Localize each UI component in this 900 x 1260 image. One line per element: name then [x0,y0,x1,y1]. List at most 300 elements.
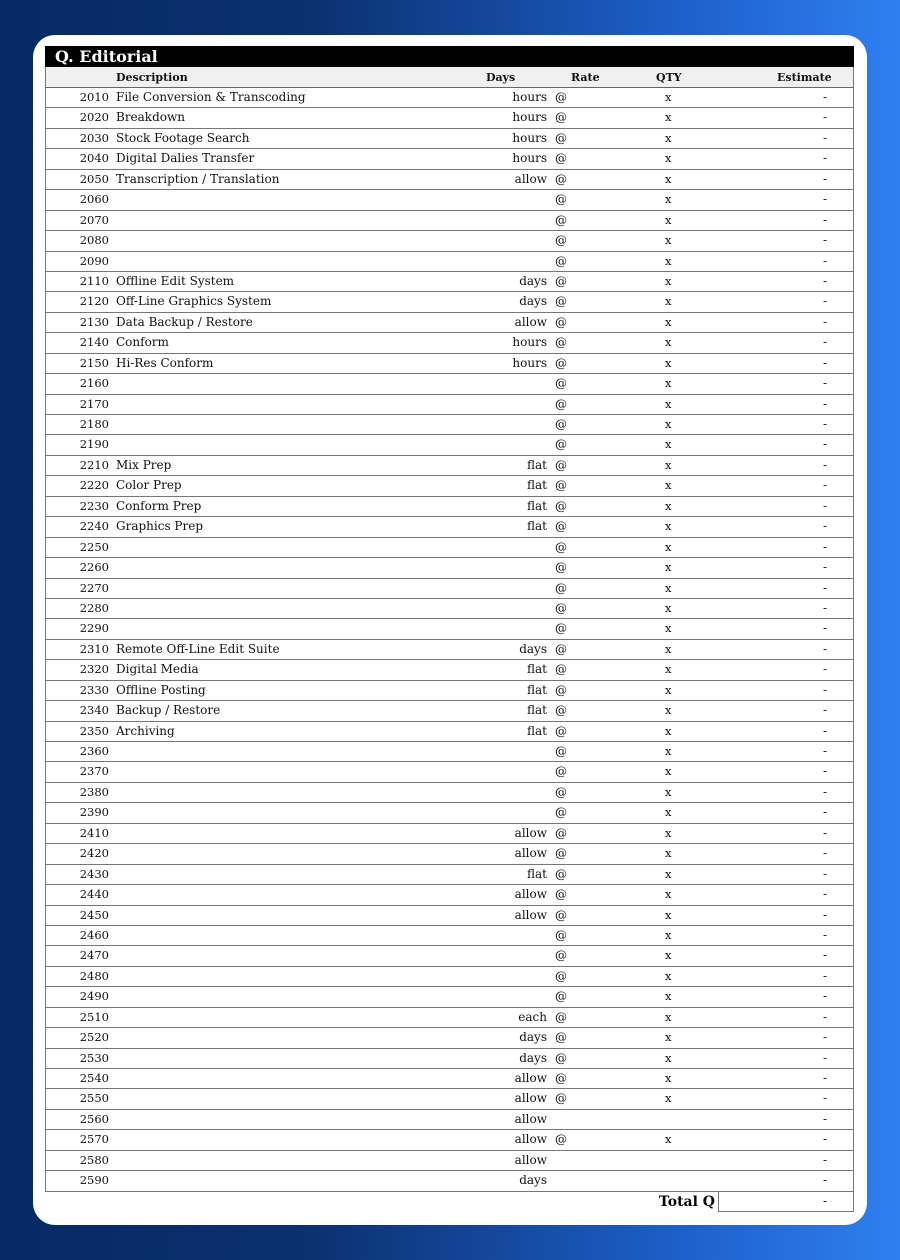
rate-at-cell[interactable]: @ [555,171,567,186]
qty-cell[interactable]: x [665,1091,672,1106]
qty-cell[interactable]: x [665,1071,672,1085]
estimate-cell[interactable]: - [823,130,828,145]
rate-at-cell[interactable]: @ [555,212,567,227]
days-unit-cell[interactable]: flat [527,498,547,513]
estimate-cell[interactable]: - [823,273,828,288]
qty-cell[interactable]: x [665,805,672,820]
table-row[interactable] [45,476,854,496]
table-row[interactable] [45,762,854,782]
rate-at-cell[interactable]: @ [555,703,567,718]
description-cell[interactable]: File Conversion & Transcoding [116,90,306,104]
rate-at-cell[interactable]: @ [555,151,567,166]
rate-at-cell[interactable]: @ [555,110,567,125]
rate-at-cell[interactable]: @ [555,580,567,595]
qty-cell[interactable]: x [665,744,672,758]
qty-cell[interactable]: x [665,253,672,268]
description-cell[interactable]: Graphics Prep [116,519,204,534]
days-unit-cell[interactable]: flat [527,519,547,534]
days-unit-cell[interactable]: flat [527,682,547,697]
qty-cell[interactable]: x [665,764,672,779]
rate-at-cell[interactable]: @ [555,335,567,350]
rate-at-cell[interactable]: @ [555,887,567,902]
days-unit-cell[interactable]: days [519,1030,547,1045]
table-row[interactable] [45,865,854,885]
estimate-cell[interactable]: - [823,968,828,983]
account-code: 2250 [79,539,109,554]
estimate-cell[interactable]: - [823,784,828,799]
estimate-cell[interactable]: - [823,335,828,350]
table-row[interactable] [45,946,854,966]
days-unit-cell[interactable]: hours [512,90,547,104]
account-code: 2070 [79,212,109,227]
qty-cell[interactable]: x [665,294,672,309]
rate-at-cell[interactable]: @ [555,662,567,677]
estimate-cell[interactable]: - [823,478,828,493]
days-unit-cell[interactable]: flat [527,723,547,738]
estimate-cell[interactable]: - [823,1030,828,1045]
account-code: 2150 [79,355,109,370]
days-unit-cell[interactable]: hours [512,355,547,370]
estimate-cell[interactable]: - [823,866,828,881]
estimate-cell[interactable]: - [823,314,828,329]
section-title: Q. Editorial [45,46,854,67]
qty-cell[interactable]: x [665,376,672,391]
qty-cell[interactable]: x [665,314,672,329]
rate-at-cell[interactable]: @ [555,396,567,411]
table-row[interactable] [45,108,854,128]
table-row[interactable] [45,497,854,517]
estimate-cell[interactable]: - [823,498,828,513]
rate-at-cell[interactable]: @ [555,744,567,758]
table-row[interactable] [45,395,854,415]
days-unit-cell[interactable]: flat [527,866,547,881]
rate-at-cell[interactable]: @ [555,621,567,636]
qty-cell[interactable]: x [665,723,672,738]
table-row[interactable] [45,742,854,762]
qty-cell[interactable]: x [665,907,672,922]
description-cell[interactable]: Conform Prep [116,498,202,513]
table-row[interactable] [45,88,854,108]
table-row[interactable] [45,1130,854,1150]
account-code: 2280 [79,600,109,615]
rate-at-cell[interactable]: @ [555,355,567,370]
estimate-cell[interactable]: - [823,560,828,575]
account-code: 2390 [79,805,109,820]
qty-cell[interactable]: x [665,989,672,1004]
days-unit-cell[interactable]: allow [514,1091,547,1106]
estimate-cell[interactable]: - [823,151,828,166]
days-unit-cell[interactable]: allow [514,1111,547,1126]
days-unit-cell[interactable]: days [519,641,547,656]
estimate-cell[interactable]: - [823,600,828,615]
estimate-cell[interactable]: - [823,253,828,268]
rate-at-cell[interactable]: @ [555,314,567,329]
table-row[interactable] [45,415,854,435]
days-unit-cell[interactable]: each [518,1009,547,1024]
days-unit-cell[interactable]: hours [512,130,547,145]
account-code: 2370 [79,764,109,779]
table-row[interactable] [45,1028,854,1048]
description-cell[interactable]: Digital Dalies Transfer [116,151,255,166]
table-row[interactable] [45,231,854,251]
estimate-cell[interactable]: - [823,989,828,1004]
qty-cell[interactable]: x [665,171,672,186]
account-code: 2180 [79,417,109,431]
estimate-cell[interactable]: - [823,355,828,370]
table-row[interactable] [45,190,854,210]
estimate-cell[interactable]: - [823,1071,828,1085]
account-code: 2360 [79,744,109,758]
days-unit-cell[interactable]: hours [512,335,547,350]
column-header-row [45,67,854,88]
qty-cell[interactable]: x [665,478,672,493]
rate-at-cell[interactable]: @ [555,90,567,104]
table-row[interactable] [45,579,854,599]
qty-cell[interactable]: x [665,968,672,983]
estimate-cell[interactable]: - [823,171,828,186]
table-row[interactable] [45,722,854,742]
table-row[interactable] [45,456,854,476]
account-code: 2580 [79,1152,109,1167]
qty-cell[interactable]: x [665,600,672,615]
qty-cell[interactable]: x [665,519,672,534]
table-row[interactable] [45,170,854,190]
qty-cell[interactable]: x [665,355,672,370]
rate-at-cell[interactable]: @ [555,1050,567,1065]
rate-at-cell[interactable]: @ [555,764,567,779]
table-row[interactable] [45,292,854,312]
estimate-cell[interactable]: - [823,662,828,677]
qty-cell[interactable]: x [665,192,672,207]
estimate-cell[interactable]: - [823,417,828,431]
days-unit-cell[interactable]: allow [514,907,547,922]
qty-cell[interactable]: x [665,887,672,902]
table-row[interactable] [45,333,854,353]
qty-cell[interactable]: x [665,1132,672,1147]
qty-cell[interactable]: x [665,539,672,554]
estimate-cell[interactable]: - [823,682,828,697]
table-row[interactable] [45,885,854,905]
estimate-cell[interactable]: - [823,90,828,104]
qty-cell[interactable]: x [665,846,672,861]
days-unit-cell[interactable]: hours [512,151,547,166]
qty-cell[interactable]: x [665,212,672,227]
days-unit-cell[interactable]: days [519,294,547,309]
qty-cell[interactable]: x [665,580,672,595]
table-row[interactable] [45,558,854,578]
table-row[interactable] [45,906,854,926]
description-cell[interactable]: Conform [116,335,169,350]
rate-at-cell[interactable]: @ [555,560,567,575]
rate-at-cell[interactable]: @ [555,948,567,963]
qty-cell[interactable]: x [665,948,672,963]
rate-at-cell[interactable]: @ [555,294,567,309]
qty-cell[interactable]: x [665,662,672,677]
total-value: - [823,1193,828,1208]
days-unit-cell[interactable]: flat [527,662,547,677]
table-row[interactable] [45,1110,854,1130]
total-cell[interactable] [718,1192,854,1212]
days-unit-cell[interactable]: allow [514,1152,547,1167]
estimate-cell[interactable]: - [823,927,828,942]
description-cell[interactable]: Archiving [116,723,175,738]
estimate-cell[interactable]: - [823,233,828,248]
days-unit-cell[interactable]: hours [512,110,547,125]
account-code: 2380 [79,784,109,799]
rate-at-cell[interactable]: @ [555,1091,567,1106]
account-code: 2230 [79,498,109,513]
table-row[interactable] [45,967,854,987]
description-cell[interactable]: Data Backup / Restore [116,314,253,329]
estimate-cell[interactable]: - [823,846,828,861]
estimate-cell[interactable]: - [823,1173,828,1188]
account-code: 2240 [79,519,109,534]
account-code: 2520 [79,1030,109,1045]
account-code: 2140 [79,335,109,350]
estimate-cell[interactable]: - [823,192,828,207]
table-row[interactable] [45,844,854,864]
account-code: 2450 [79,907,109,922]
rate-at-cell[interactable]: @ [555,273,567,288]
days-unit-cell[interactable]: flat [527,703,547,718]
days-unit-cell[interactable]: days [519,273,547,288]
qty-cell[interactable]: x [665,866,672,881]
rate-at-cell[interactable]: @ [555,498,567,513]
estimate-cell[interactable]: - [823,396,828,411]
estimate-cell[interactable]: - [823,580,828,595]
rate-at-cell[interactable]: @ [555,457,567,472]
estimate-cell[interactable]: - [823,1091,828,1106]
description-cell[interactable]: Mix Prep [116,457,172,472]
qty-cell[interactable]: x [665,784,672,799]
rate-at-cell[interactable]: @ [555,600,567,615]
qty-cell[interactable]: x [665,110,672,125]
table-row[interactable] [45,660,854,680]
estimate-cell[interactable]: - [823,723,828,738]
table-row[interactable] [45,1049,854,1069]
table-row[interactable] [45,1008,854,1028]
account-code: 2130 [79,314,109,329]
account-code: 2160 [79,376,109,391]
account-code: 2310 [79,641,109,656]
account-code: 2220 [79,478,109,493]
table-row[interactable] [45,701,854,721]
rate-at-cell[interactable]: @ [555,927,567,942]
qty-cell[interactable]: x [665,498,672,513]
days-unit-cell[interactable]: days [519,1173,547,1188]
account-code: 2030 [79,130,109,145]
days-unit-cell[interactable]: flat [527,478,547,493]
rate-at-cell[interactable]: @ [555,825,567,840]
qty-cell[interactable]: x [665,621,672,636]
description-cell[interactable]: Backup / Restore [116,703,221,718]
account-code: 2060 [79,192,109,207]
estimate-cell[interactable]: - [823,805,828,820]
qty-cell[interactable]: x [665,641,672,656]
table-row[interactable] [45,354,854,374]
rate-at-cell[interactable]: @ [555,192,567,207]
estimate-cell[interactable]: - [823,887,828,902]
qty-cell[interactable]: x [665,703,672,718]
days-unit-cell[interactable]: allow [514,887,547,902]
qty-cell[interactable]: x [665,1009,672,1024]
estimate-cell[interactable]: - [823,294,828,309]
qty-cell[interactable]: x [665,90,672,104]
table-row[interactable] [45,1089,854,1109]
account-code: 2590 [79,1173,109,1188]
rate-at-cell[interactable]: @ [555,1071,567,1085]
estimate-cell[interactable]: - [823,1152,828,1167]
table-row[interactable] [45,374,854,394]
estimate-cell[interactable]: - [823,212,828,227]
qty-cell[interactable]: x [665,1030,672,1045]
qty-cell[interactable]: x [665,457,672,472]
qty-cell[interactable]: x [665,273,672,288]
estimate-cell[interactable]: - [823,621,828,636]
qty-cell[interactable]: x [665,825,672,840]
qty-cell[interactable]: x [665,682,672,697]
rate-at-cell[interactable]: @ [555,539,567,554]
qty-cell[interactable]: x [665,1050,672,1065]
table-row[interactable] [45,599,854,619]
estimate-cell[interactable]: - [823,376,828,391]
account-code: 2170 [79,396,109,411]
table-row[interactable] [45,824,854,844]
table-row[interactable] [45,252,854,272]
rate-at-cell[interactable]: @ [555,437,567,452]
rate-at-cell[interactable]: @ [555,784,567,799]
account-code: 2330 [79,682,109,697]
account-code: 2460 [79,927,109,942]
description-cell[interactable]: Off-Line Graphics System [116,294,272,309]
qty-cell[interactable]: x [665,927,672,942]
description-cell[interactable]: Offline Posting [116,682,206,697]
estimate-cell[interactable]: - [823,457,828,472]
description-cell[interactable]: Digital Media [116,662,199,677]
estimate-cell[interactable]: - [823,1050,828,1065]
rate-at-cell[interactable]: @ [555,253,567,268]
table-row[interactable] [45,1069,854,1089]
header-days: Days [486,71,516,84]
rate-at-cell[interactable]: @ [555,233,567,248]
days-unit-cell[interactable]: flat [527,457,547,472]
description-cell[interactable]: Stock Footage Search [116,130,250,145]
qty-cell[interactable]: x [665,335,672,350]
table-row[interactable] [45,538,854,558]
estimate-cell[interactable]: - [823,744,828,758]
account-code: 2020 [79,110,109,125]
estimate-cell[interactable]: - [823,1111,828,1126]
table-row[interactable] [45,313,854,333]
rate-at-cell[interactable]: @ [555,723,567,738]
days-unit-cell[interactable]: allow [514,825,547,840]
rate-at-cell[interactable]: @ [555,478,567,493]
description-cell[interactable]: Breakdown [116,110,185,125]
account-code: 2010 [79,90,109,104]
qty-cell[interactable]: x [665,233,672,248]
estimate-cell[interactable]: - [823,1009,828,1024]
estimate-cell[interactable]: - [823,764,828,779]
description-cell[interactable]: Transcription / Translation [116,171,280,186]
rate-at-cell[interactable]: @ [555,682,567,697]
table-row[interactable] [45,926,854,946]
estimate-cell[interactable]: - [823,539,828,554]
description-cell[interactable]: Remote Off-Line Edit Suite [116,641,280,656]
days-unit-cell[interactable]: allow [514,314,547,329]
rate-at-cell[interactable]: @ [555,417,567,431]
rate-at-cell[interactable]: @ [555,968,567,983]
rate-at-cell[interactable]: @ [555,1132,567,1147]
account-code: 2430 [79,866,109,881]
table-row[interactable] [45,129,854,149]
account-code: 2340 [79,703,109,718]
days-unit-cell[interactable]: allow [514,1071,547,1085]
rate-at-cell[interactable]: @ [555,907,567,922]
account-code: 2490 [79,989,109,1004]
estimate-cell[interactable]: - [823,948,828,963]
table-row[interactable] [45,681,854,701]
estimate-cell[interactable]: - [823,703,828,718]
table-row[interactable] [45,211,854,231]
estimate-cell[interactable]: - [823,519,828,534]
rate-at-cell[interactable]: @ [555,130,567,145]
table-row[interactable] [45,987,854,1007]
estimate-cell[interactable]: - [823,825,828,840]
table-row[interactable] [45,803,854,823]
rate-at-cell[interactable]: @ [555,641,567,656]
estimate-cell[interactable]: - [823,437,828,452]
rate-at-cell[interactable]: @ [555,1009,567,1024]
estimate-cell[interactable]: - [823,641,828,656]
table-row[interactable] [45,272,854,292]
qty-cell[interactable]: x [665,437,672,452]
qty-cell[interactable]: x [665,151,672,166]
rate-at-cell[interactable]: @ [555,866,567,881]
account-code: 2540 [79,1071,109,1085]
days-unit-cell[interactable]: allow [514,846,547,861]
account-code: 2190 [79,437,109,452]
days-unit-cell[interactable]: days [519,1050,547,1065]
table-row[interactable] [45,640,854,660]
qty-cell[interactable]: x [665,560,672,575]
qty-cell[interactable]: x [665,396,672,411]
rate-at-cell[interactable]: @ [555,846,567,861]
description-cell[interactable]: Hi-Res Conform [116,355,214,370]
days-unit-cell[interactable]: allow [514,1132,547,1147]
estimate-cell[interactable]: - [823,110,828,125]
rate-at-cell[interactable]: @ [555,989,567,1004]
qty-cell[interactable]: x [665,130,672,145]
rate-at-cell[interactable]: @ [555,805,567,820]
description-cell[interactable]: Color Prep [116,478,182,493]
table-row[interactable] [45,1151,854,1171]
table-row[interactable] [45,435,854,455]
rate-at-cell[interactable]: @ [555,1030,567,1045]
table-row[interactable] [45,517,854,537]
table-row[interactable] [45,619,854,639]
estimate-cell[interactable]: - [823,1132,828,1147]
rate-at-cell[interactable]: @ [555,376,567,391]
rate-at-cell[interactable]: @ [555,519,567,534]
header-estimate: Estimate [777,71,832,84]
table-row[interactable] [45,1171,854,1191]
days-unit-cell[interactable]: allow [514,171,547,186]
table-row[interactable] [45,783,854,803]
table-row[interactable] [45,149,854,169]
estimate-cell[interactable]: - [823,907,828,922]
description-cell[interactable]: Offline Edit System [116,273,235,288]
qty-cell[interactable]: x [665,417,672,431]
